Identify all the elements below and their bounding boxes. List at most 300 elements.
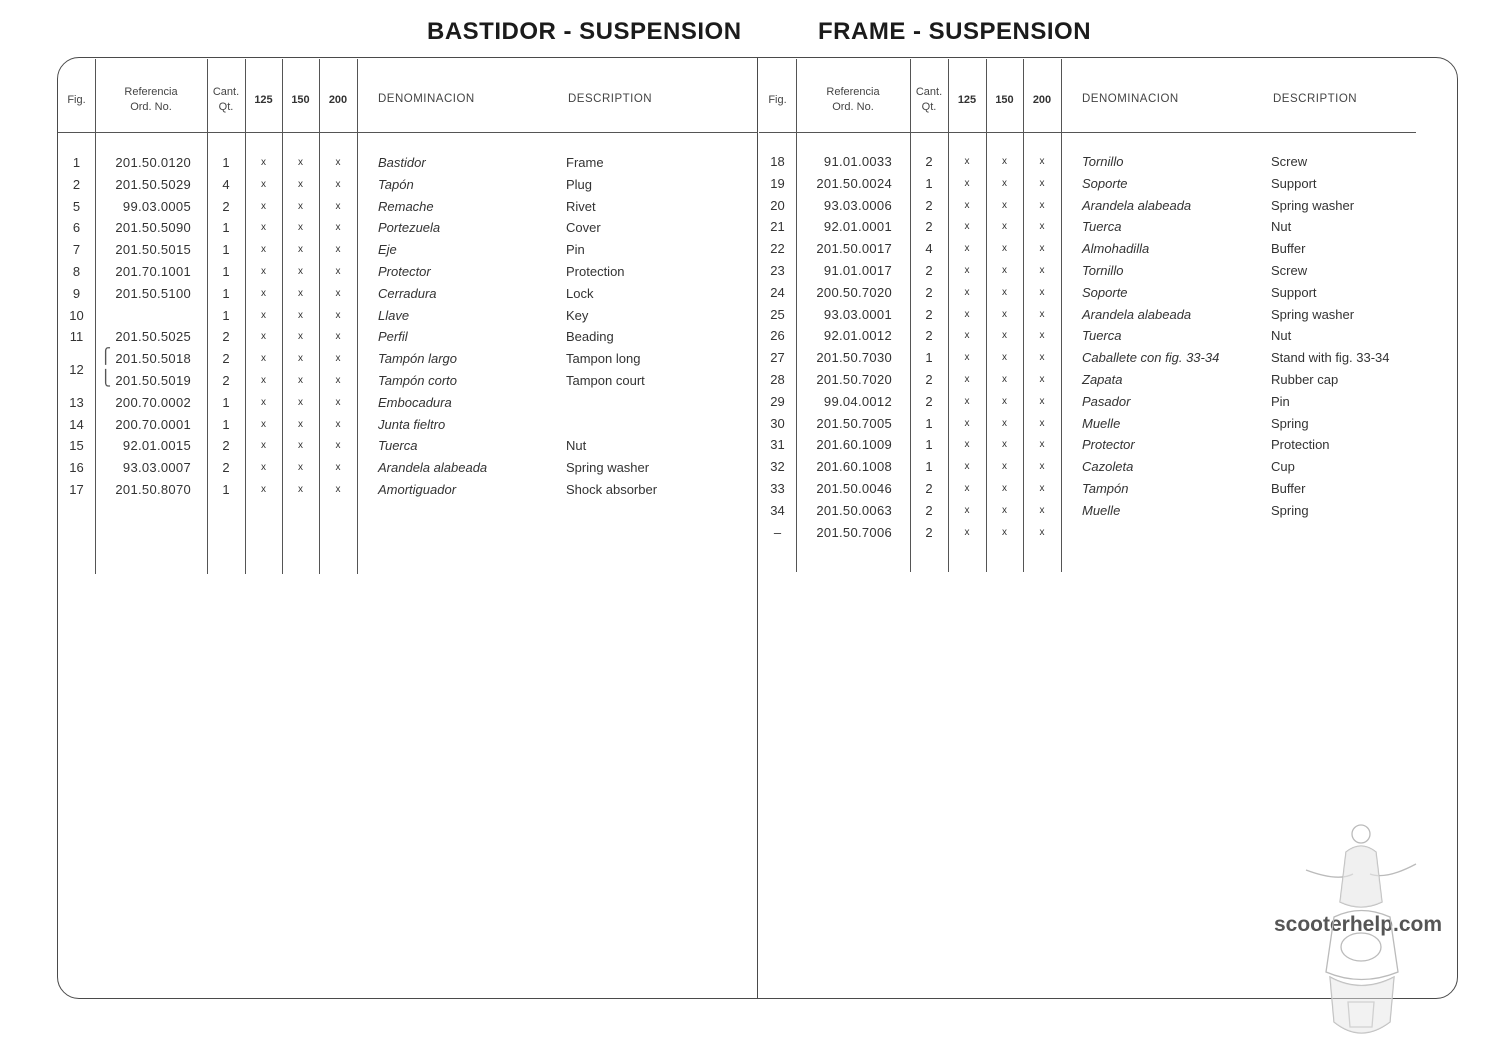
quantity: 1 xyxy=(222,264,230,279)
figure-number: 10 xyxy=(69,307,84,323)
model-150-mark: x xyxy=(298,222,303,234)
denominacion-text: Tuerca xyxy=(1082,328,1122,344)
header-200 xyxy=(1023,93,1061,108)
quantity: 1 xyxy=(222,220,230,236)
figure-number: 2 xyxy=(72,176,81,192)
model-200-mark: x xyxy=(335,244,341,256)
model-150-mark: x xyxy=(298,484,303,495)
model-150-mark: x xyxy=(1002,483,1007,494)
reference-number: 200.50.7020 xyxy=(816,284,892,300)
quantity: 1 xyxy=(222,307,230,323)
description-text: Plug xyxy=(566,176,593,192)
model-125-mark: x xyxy=(261,222,266,234)
description-text: Frame xyxy=(566,155,604,170)
denominacion-text: Arandela alabeada xyxy=(378,460,488,476)
model-200-mark: x xyxy=(1039,526,1045,538)
reference-number: 99.04.0012 xyxy=(823,393,892,409)
model-150-mark: x xyxy=(298,178,303,190)
quantity: 1 xyxy=(222,416,230,432)
header-reference-line: Ord. No. xyxy=(832,101,874,113)
reference-number: 201.50.7020 xyxy=(816,372,892,387)
quantity: 2 xyxy=(925,328,933,344)
quantity: 2 xyxy=(925,154,933,169)
reference-number: 201.50.7006 xyxy=(816,524,892,540)
model-125-mark: x xyxy=(964,483,970,494)
reference-number: 201.50.7005 xyxy=(816,415,892,431)
reference-number: 91.01.0033 xyxy=(823,154,892,169)
model-200-mark: x xyxy=(1039,374,1045,385)
denominacion-text: Cazoleta xyxy=(1082,459,1134,475)
model-200-mark: x xyxy=(335,200,341,212)
reference-number: 200.70.0002 xyxy=(115,394,191,410)
reference-number: 201.50.5090 xyxy=(115,220,191,236)
figure-number: 5 xyxy=(72,198,81,214)
group-brace-bottom: ⎩ xyxy=(100,370,112,387)
header-quantity-line: Qt. xyxy=(218,101,234,113)
denominacion-text: Remache xyxy=(378,198,434,214)
model-150-mark: x xyxy=(1002,417,1007,429)
model-125-mark: x xyxy=(261,309,266,321)
denominacion-text: Zapata xyxy=(1082,372,1123,387)
description-text: Pin xyxy=(1271,393,1290,409)
denominacion-text: Eje xyxy=(378,242,397,258)
description-text: Support xyxy=(1271,284,1317,300)
denominacion-text: Tampón corto xyxy=(378,373,458,388)
quantity: 2 xyxy=(925,306,933,322)
figure-number: 26 xyxy=(770,328,785,344)
model-200-mark: x xyxy=(335,266,341,277)
model-200-mark: x xyxy=(1039,395,1045,407)
figure-number: 17 xyxy=(69,482,84,497)
quantity: 2 xyxy=(925,502,933,518)
model-200-mark: x xyxy=(1039,461,1045,473)
quantity: 2 xyxy=(222,460,230,476)
model-125-mark: x xyxy=(261,266,266,277)
denominacion-text: Tornillo xyxy=(1082,263,1124,278)
header-quantity-line: Cant. xyxy=(212,86,240,98)
quantity: 2 xyxy=(222,198,230,214)
header-reference-line: Ord. No. xyxy=(130,101,172,113)
model-125-mark: x xyxy=(964,199,970,211)
model-125-mark: x xyxy=(964,417,970,429)
denominacion-text: Amortiguador xyxy=(378,482,457,497)
header-125-line: 125 xyxy=(254,94,273,106)
figure-number: 13 xyxy=(69,394,84,410)
description-text: Screw xyxy=(1271,154,1308,169)
quantity: 2 xyxy=(222,351,230,367)
model-150-mark: x xyxy=(298,287,303,299)
description-text: Rivet xyxy=(566,198,596,214)
reference-number: 201.50.5019 xyxy=(115,373,191,388)
denominacion-text: Perfil xyxy=(378,329,408,345)
model-150-mark: x xyxy=(1002,177,1007,189)
quantity: 2 xyxy=(925,263,933,278)
figure-number: 19 xyxy=(770,175,785,191)
description-text: Stand with fig. 33-34 xyxy=(1271,350,1390,366)
model-150-mark: x xyxy=(298,266,303,277)
page-title-english: FRAME - SUSPENSION xyxy=(818,18,1092,45)
model-150-mark: x xyxy=(298,353,303,365)
header-reference-line: Referencia xyxy=(124,86,178,98)
model-150-mark: x xyxy=(1002,265,1007,276)
description-text: Protection xyxy=(1271,437,1330,453)
reference-number: 201.50.7030 xyxy=(816,350,892,366)
denominacion-text: Tampón xyxy=(1082,481,1129,496)
model-150-mark: x xyxy=(298,309,303,321)
quantity: 1 xyxy=(222,394,230,410)
quantity: 2 xyxy=(222,373,230,388)
reference-number: 201.50.5015 xyxy=(115,242,191,258)
reference-number: 201.50.0017 xyxy=(816,241,892,257)
model-200-mark: x xyxy=(1039,483,1045,494)
reference-number: 201.50.5025 xyxy=(115,329,191,345)
model-150-mark: x xyxy=(1002,504,1007,516)
description-text: Spring washer xyxy=(1271,306,1355,322)
description-text: Beading xyxy=(566,329,614,345)
reference-number: 201.50.5100 xyxy=(115,285,191,301)
header-reference xyxy=(95,85,207,115)
model-200-mark: x xyxy=(335,331,341,343)
figure-number: 30 xyxy=(770,415,785,431)
model-150-mark: x xyxy=(298,157,303,168)
figure-number: 22 xyxy=(770,241,785,257)
quantity: 2 xyxy=(925,197,933,213)
description-text: Nut xyxy=(1271,219,1292,235)
reference-number: 200.70.0001 xyxy=(115,416,191,432)
denominacion-text: Bastidor xyxy=(378,155,426,170)
denominacion-text: Muelle xyxy=(1082,415,1121,431)
reference-number: 91.01.0017 xyxy=(823,263,892,278)
column-separator xyxy=(357,59,358,574)
reference-number: 201.50.8070 xyxy=(115,482,191,497)
model-125-mark: x xyxy=(261,375,266,386)
quantity: 2 xyxy=(222,438,230,454)
reference-number: 93.03.0006 xyxy=(823,197,892,213)
denominacion-text: Portezuela xyxy=(378,220,441,236)
model-200-mark: x xyxy=(1039,265,1045,276)
header-quantity-line: Cant. xyxy=(915,86,943,98)
description-text: Lock xyxy=(566,285,594,301)
model-150-mark: x xyxy=(298,331,303,343)
model-150-mark: x xyxy=(1002,156,1007,167)
figure-number: 8 xyxy=(72,264,81,279)
model-200-mark: x xyxy=(335,375,341,386)
quantity: 1 xyxy=(222,482,230,497)
model-125-mark: x xyxy=(964,286,970,298)
quantity: 2 xyxy=(222,329,230,345)
header-denominacion xyxy=(1082,92,1252,107)
model-125-mark: x xyxy=(261,396,266,408)
figure-number: 28 xyxy=(770,372,785,387)
model-125-mark: x xyxy=(964,308,970,320)
figure-number: 23 xyxy=(770,263,785,278)
model-125-mark: x xyxy=(261,244,266,256)
denominacion-text: Tuerca xyxy=(378,438,418,454)
description-text: Support xyxy=(1271,175,1317,191)
model-200-mark: x xyxy=(1039,177,1045,189)
model-150-mark: x xyxy=(1002,330,1007,342)
quantity: 1 xyxy=(925,437,933,453)
model-200-mark: x xyxy=(1039,439,1045,451)
reference-number: 92.01.0012 xyxy=(823,328,892,344)
model-150-mark: x xyxy=(1002,374,1007,385)
header-denominacion-line: DENOMINACION xyxy=(378,93,475,105)
reference-number: 201.70.1001 xyxy=(115,264,191,279)
model-125-mark: x xyxy=(261,287,266,299)
quantity: 4 xyxy=(222,176,230,192)
column-separator xyxy=(1061,59,1062,572)
description-text: Protection xyxy=(566,264,625,279)
model-200-mark: x xyxy=(1039,243,1045,255)
figure-number: 11 xyxy=(69,329,84,345)
model-150-mark: x xyxy=(1002,243,1007,255)
denominacion-text: Tapón xyxy=(378,176,414,192)
reference-number: 201.50.0063 xyxy=(816,502,892,518)
description-text: Spring washer xyxy=(1271,197,1355,213)
description-text: Cup xyxy=(1271,459,1295,475)
center-divider xyxy=(757,58,758,998)
header-description xyxy=(1273,92,1423,107)
header-denominacion xyxy=(378,92,548,107)
header-fig-line: Fig. xyxy=(768,94,787,106)
denominacion-text: Protector xyxy=(378,264,431,279)
denominacion-text: Tuerca xyxy=(1082,219,1122,235)
model-200-mark: x xyxy=(335,287,341,299)
denominacion-text: Protector xyxy=(1082,437,1135,453)
model-150-mark: x xyxy=(298,375,303,386)
header-125-line: 125 xyxy=(957,94,977,106)
model-150-mark: x xyxy=(1002,439,1007,451)
figure-number: 6 xyxy=(72,220,81,236)
denominacion-text: Muelle xyxy=(1082,502,1121,518)
reference-number: 99.03.0005 xyxy=(122,198,191,214)
description-text: Key xyxy=(566,307,589,323)
reference-number: 201.50.0024 xyxy=(816,175,892,191)
denominacion-text: Pasador xyxy=(1082,393,1131,409)
header-fig-line: Fig. xyxy=(67,94,86,106)
quantity: 1 xyxy=(222,242,230,258)
model-200-mark: x xyxy=(335,309,341,321)
denominacion-text: Tornillo xyxy=(1082,154,1124,169)
model-125-mark: x xyxy=(261,462,266,474)
figure-number-group: 12 xyxy=(69,362,84,378)
model-125-mark: x xyxy=(964,395,970,407)
reference-number: 92.01.0015 xyxy=(122,438,191,454)
quantity: 2 xyxy=(925,219,933,235)
quantity: 2 xyxy=(925,284,933,300)
page-title-spanish: BASTIDOR - SUSPENSION xyxy=(427,18,742,45)
description-text: Cover xyxy=(566,220,601,236)
reference-number: 201.60.1008 xyxy=(816,459,892,475)
quantity: 1 xyxy=(925,350,933,366)
denominacion-text: Tampón largo xyxy=(378,351,458,367)
model-200-mark: x xyxy=(335,462,341,474)
figure-number: 33 xyxy=(770,481,785,496)
header-description xyxy=(568,92,718,107)
quantity: 1 xyxy=(925,175,933,191)
denominacion-text: Arandela alabeada xyxy=(1082,306,1192,322)
model-125-mark: x xyxy=(964,526,970,538)
header-150-line: 150 xyxy=(291,94,310,106)
denominacion-text: Soporte xyxy=(1082,175,1128,191)
model-150-mark: x xyxy=(1002,199,1007,211)
description-text: Buffer xyxy=(1271,241,1306,257)
description-text: Tampon long xyxy=(566,351,641,367)
description-text: Spring xyxy=(1271,415,1309,431)
figure-number: 32 xyxy=(770,459,785,475)
description-text: Buffer xyxy=(1271,481,1306,496)
description-text: Shock absorber xyxy=(566,482,658,497)
header-150 xyxy=(282,93,319,108)
header-200 xyxy=(319,93,357,108)
watermark-text: scooterhelp.com xyxy=(1274,913,1443,936)
header-description-line: DESCRIPTION xyxy=(568,93,653,105)
header-200-line: 200 xyxy=(1032,94,1052,106)
reference-number: 93.03.0001 xyxy=(823,306,892,322)
header-200-line: 200 xyxy=(328,94,348,106)
model-125-mark: x xyxy=(964,461,970,473)
quantity: 2 xyxy=(925,524,933,540)
column-separator xyxy=(95,59,96,574)
model-125-mark: x xyxy=(964,177,970,189)
denominacion-text: Cerradura xyxy=(378,285,437,301)
model-125-mark: x xyxy=(261,440,266,452)
figure-number: – xyxy=(773,524,782,540)
figure-number: 7 xyxy=(72,242,81,258)
model-125-mark: x xyxy=(261,200,266,212)
model-125-mark: x xyxy=(261,331,266,343)
figure-number: 31 xyxy=(770,437,785,453)
reference-number: 201.50.0120 xyxy=(115,155,191,170)
model-150-mark: x xyxy=(298,244,303,256)
figure-number: 15 xyxy=(69,438,84,454)
model-150-mark: x xyxy=(1002,286,1007,298)
description-text: Rubber cap xyxy=(1271,372,1339,387)
figure-number: 1 xyxy=(72,155,81,170)
model-125-mark: x xyxy=(261,353,266,365)
header-fig xyxy=(58,93,95,108)
model-125-mark: x xyxy=(964,265,970,276)
model-200-mark: x xyxy=(335,178,341,190)
quantity: 1 xyxy=(222,285,230,301)
description-text: Nut xyxy=(566,438,587,454)
model-150-mark: x xyxy=(1002,308,1007,320)
description-text: Spring xyxy=(1271,502,1309,518)
model-200-mark: x xyxy=(335,353,341,365)
header-quantity xyxy=(910,85,948,115)
header-fig xyxy=(759,93,796,108)
quantity: 1 xyxy=(925,415,933,431)
figure-number: 27 xyxy=(770,350,785,366)
header-quantity-line: Qt. xyxy=(921,101,937,113)
header-125 xyxy=(948,93,986,108)
figure-number: 20 xyxy=(770,197,785,213)
figure-number: 29 xyxy=(770,393,785,409)
header-150 xyxy=(986,93,1023,108)
group-brace-top: ⎧ xyxy=(100,348,112,366)
model-150-mark: x xyxy=(298,200,303,212)
model-125-mark: x xyxy=(964,439,970,451)
quantity: 4 xyxy=(925,241,933,257)
model-200-mark: x xyxy=(335,222,341,234)
denominacion-text: Caballete con fig. 33-34 xyxy=(1082,350,1220,366)
model-150-mark: x xyxy=(1002,395,1007,407)
quantity: 1 xyxy=(222,155,230,170)
reference-number: 201.50.0046 xyxy=(816,481,892,496)
model-200-mark: x xyxy=(1039,504,1045,516)
model-125-mark: x xyxy=(261,484,266,495)
model-125-mark: x xyxy=(261,178,266,190)
model-125-mark: x xyxy=(964,352,970,364)
header-150-line: 150 xyxy=(995,94,1014,106)
model-200-mark: x xyxy=(1039,221,1045,233)
description-text: Pin xyxy=(566,242,585,258)
reference-number: 201.60.1009 xyxy=(816,437,892,453)
header-rule xyxy=(759,132,1416,133)
model-125-mark: x xyxy=(964,156,970,167)
denominacion-text: Soporte xyxy=(1082,284,1128,300)
header-denominacion-line: DENOMINACION xyxy=(1082,93,1179,105)
quantity: 2 xyxy=(925,393,933,409)
figure-number: 34 xyxy=(770,502,785,518)
figure-number: 25 xyxy=(770,306,785,322)
model-125-mark: x xyxy=(964,374,970,385)
model-150-mark: x xyxy=(1002,221,1007,233)
reference-number: 92.01.0001 xyxy=(823,219,892,235)
model-200-mark: x xyxy=(335,157,341,168)
header-reference-line: Referencia xyxy=(826,86,880,98)
figure-number: 14 xyxy=(69,416,84,432)
figure-number: 9 xyxy=(72,285,81,301)
denominacion-text: Embocadura xyxy=(378,394,452,410)
figure-number: 16 xyxy=(69,460,84,476)
header-reference xyxy=(796,85,910,115)
model-200-mark: x xyxy=(1039,156,1045,167)
model-200-mark: x xyxy=(335,484,341,495)
quantity: 2 xyxy=(925,481,933,496)
model-150-mark: x xyxy=(1002,352,1007,364)
denominacion-text: Junta fieltro xyxy=(378,416,446,432)
model-200-mark: x xyxy=(335,396,341,408)
model-200-mark: x xyxy=(1039,308,1045,320)
model-150-mark: x xyxy=(298,418,303,430)
header-description-line: DESCRIPTION xyxy=(1273,93,1358,105)
header-125 xyxy=(245,93,282,108)
description-text: Screw xyxy=(1271,263,1308,278)
model-125-mark: x xyxy=(964,504,970,516)
model-200-mark: x xyxy=(1039,417,1045,429)
model-125-mark: x xyxy=(964,243,970,255)
model-125-mark: x xyxy=(261,157,266,168)
model-150-mark: x xyxy=(298,396,303,408)
model-125-mark: x xyxy=(964,221,970,233)
scooter-icon xyxy=(1298,822,1428,1047)
denominacion-text: Almohadilla xyxy=(1082,241,1150,257)
model-200-mark: x xyxy=(335,440,341,452)
model-150-mark: x xyxy=(1002,526,1007,538)
model-200-mark: x xyxy=(1039,330,1045,342)
model-150-mark: x xyxy=(298,462,303,474)
model-125-mark: x xyxy=(261,418,266,430)
denominacion-text: Arandela alabeada xyxy=(1082,197,1192,213)
description-text: Tampon court xyxy=(566,373,645,388)
reference-number: 93.03.0007 xyxy=(122,460,191,476)
quantity: 2 xyxy=(925,372,933,387)
model-150-mark: x xyxy=(1002,461,1007,473)
figure-number: 21 xyxy=(770,219,785,235)
reference-number: 201.50.5029 xyxy=(115,176,191,192)
model-125-mark: x xyxy=(964,330,970,342)
